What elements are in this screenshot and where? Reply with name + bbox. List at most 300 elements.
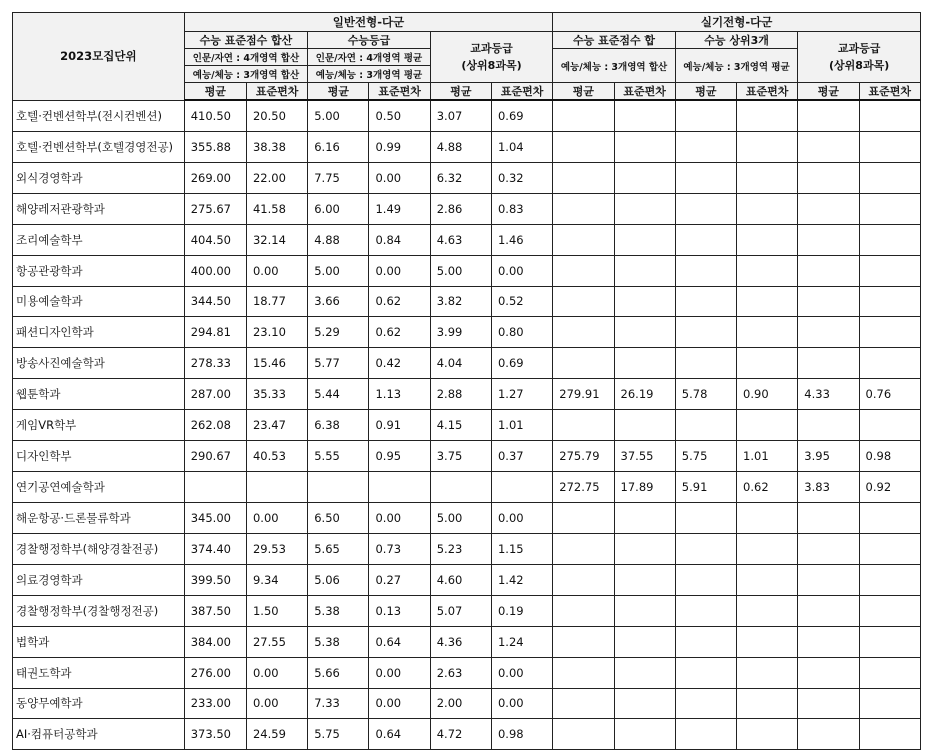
value-cell: 0.91 [369,410,430,441]
value-cell: 0.50 [369,100,430,131]
value-cell: 2.00 [430,688,491,719]
value-cell [614,162,675,193]
unit-name-cell: 방송사진예술학과 [13,348,185,379]
value-cell: 4.88 [430,131,491,162]
value-cell: 0.73 [369,533,430,564]
value-cell: 40.53 [246,441,307,472]
value-cell: 20.50 [246,100,307,131]
value-cell [614,100,675,131]
unit-name-cell: 웹툰학과 [13,379,185,410]
value-cell [614,317,675,348]
value-cell: 0.37 [491,441,552,472]
value-cell: 6.00 [308,193,369,224]
value-cell [553,162,614,193]
table-row [13,224,921,255]
value-cell [553,719,614,750]
unit-name-cell: 패션디자인학과 [13,317,185,348]
value-cell: 0.00 [491,688,552,719]
value-cell [859,100,920,131]
value-cell [614,533,675,564]
value-cell [859,317,920,348]
value-cell: 5.00 [430,255,491,286]
value-cell: 0.90 [737,379,798,410]
value-cell: 0.64 [369,719,430,750]
value-cell: 400.00 [184,255,246,286]
value-cell: 1.04 [491,131,552,162]
admissions-table [12,12,921,750]
value-cell: 0.92 [859,472,920,503]
value-cell [859,193,920,224]
value-cell: 344.50 [184,286,246,317]
value-cell: 0.00 [246,502,307,533]
unit-name-cell: 항공관광학과 [13,255,185,286]
value-cell: 269.00 [184,162,246,193]
value-cell [737,410,798,441]
value-cell [798,410,859,441]
table-row [13,595,921,626]
value-cell: 5.38 [308,626,369,657]
value-cell: 18.77 [246,286,307,317]
value-cell: 275.67 [184,193,246,224]
value-cell: 5.91 [675,472,736,503]
gen-grade-note-1: 인문/자연 : 4개영역 평균 [308,49,431,66]
value-cell [798,286,859,317]
gen-sat-grade-header: 수능등급 [308,32,431,49]
value-cell: 5.44 [308,379,369,410]
value-cell: 410.50 [184,100,246,131]
value-cell [675,595,736,626]
value-cell: 15.46 [246,348,307,379]
gen-school-grade-header [430,32,553,83]
col-mean-header: 평균 [308,83,369,101]
value-cell [675,193,736,224]
table-row [13,255,921,286]
value-cell [737,131,798,162]
value-cell [675,410,736,441]
value-cell: 37.55 [614,441,675,472]
value-cell [614,224,675,255]
value-cell [553,100,614,131]
value-cell [737,719,798,750]
value-cell [859,657,920,688]
value-cell: 32.14 [246,224,307,255]
prac-sat-sum-header: 수능 표준점수 합 [553,32,676,49]
value-cell [798,564,859,595]
value-cell: 272.75 [553,472,614,503]
unit-name-cell: 경찰행정학부(해양경찰전공) [13,533,185,564]
table-body [13,100,921,750]
value-cell [675,348,736,379]
value-cell: 7.75 [308,162,369,193]
unit-name-cell: 미용예술학과 [13,286,185,317]
value-cell [553,317,614,348]
value-cell: 290.67 [184,441,246,472]
col-sd-header: 표준편차 [246,83,307,101]
value-cell [553,224,614,255]
unit-name-cell: 법학과 [13,626,185,657]
gen-sat-sum-header: 수능 표준점수 합산 [184,32,308,49]
value-cell: 0.27 [369,564,430,595]
value-cell [675,255,736,286]
col-sd-header: 표준편차 [369,83,430,101]
value-cell: 0.98 [491,719,552,750]
value-cell: 4.33 [798,379,859,410]
value-cell [308,472,369,503]
value-cell: 3.66 [308,286,369,317]
value-cell [737,564,798,595]
value-cell: 5.65 [308,533,369,564]
value-cell: 0.52 [491,286,552,317]
value-cell [184,472,246,503]
value-cell: 5.38 [308,595,369,626]
value-cell: 5.23 [430,533,491,564]
value-cell [553,286,614,317]
col-sd-header: 표준편차 [859,83,920,101]
value-cell: 3.75 [430,441,491,472]
value-cell: 0.00 [491,255,552,286]
value-cell [798,719,859,750]
table-row [13,348,921,379]
value-cell [798,317,859,348]
value-cell [859,286,920,317]
value-cell [675,317,736,348]
value-cell: 5.07 [430,595,491,626]
value-cell: 0.00 [369,502,430,533]
value-cell: 399.50 [184,564,246,595]
gen-school-grade-line2: (상위8과목) [461,59,522,72]
col-sd-header: 표준편차 [737,83,798,101]
value-cell: 0.83 [491,193,552,224]
value-cell [553,595,614,626]
value-cell [737,317,798,348]
value-cell [798,193,859,224]
value-cell [859,719,920,750]
value-cell: 294.81 [184,317,246,348]
value-cell [675,100,736,131]
value-cell: 0.64 [369,626,430,657]
value-cell [553,626,614,657]
value-cell: 1.13 [369,379,430,410]
value-cell [737,657,798,688]
value-cell: 3.83 [798,472,859,503]
value-cell [675,533,736,564]
value-cell [675,286,736,317]
value-cell [675,657,736,688]
value-cell [675,626,736,657]
table-row [13,410,921,441]
value-cell [737,688,798,719]
unit-name-cell: 연기공연예술학과 [13,472,185,503]
value-cell: 0.00 [369,255,430,286]
value-cell: 22.00 [246,162,307,193]
value-cell: 0.95 [369,441,430,472]
value-cell: 27.55 [246,626,307,657]
value-cell [614,255,675,286]
value-cell: 5.29 [308,317,369,348]
table-row [13,286,921,317]
value-cell: 1.46 [491,224,552,255]
value-cell [798,162,859,193]
prac-top3-header: 수능 상위3개 [675,32,798,49]
table-row [13,100,921,131]
value-cell: 373.50 [184,719,246,750]
unit-name-cell: 해양레저관광학과 [13,193,185,224]
prac-top3-note: 예능/체능 : 3개영역 평균 [675,49,798,83]
value-cell: 275.79 [553,441,614,472]
value-cell: 233.00 [184,688,246,719]
unit-name-cell: 호텔·컨벤션학부(호텔경영전공) [13,131,185,162]
value-cell [553,193,614,224]
col-mean-header: 평균 [184,83,246,101]
col-mean-header: 평균 [553,83,614,101]
value-cell [553,657,614,688]
value-cell [737,286,798,317]
value-cell [798,595,859,626]
value-cell [737,502,798,533]
value-cell [553,533,614,564]
value-cell: 4.36 [430,626,491,657]
value-cell: 4.15 [430,410,491,441]
value-cell [859,502,920,533]
value-cell: 0.00 [369,657,430,688]
value-cell: 4.63 [430,224,491,255]
value-cell [737,348,798,379]
value-cell: 0.32 [491,162,552,193]
unit-header: 2023모집단위 [13,13,185,101]
value-cell [614,719,675,750]
value-cell: 1.27 [491,379,552,410]
col-sd-header: 표준편차 [614,83,675,101]
value-cell: 0.69 [491,348,552,379]
value-cell: 0.62 [369,286,430,317]
value-cell: 287.00 [184,379,246,410]
value-cell: 23.10 [246,317,307,348]
value-cell [614,502,675,533]
value-cell [798,348,859,379]
value-cell: 0.62 [737,472,798,503]
value-cell [798,224,859,255]
value-cell: 2.88 [430,379,491,410]
gen-sum-note-2: 예능/체능 : 3개영역 합산 [184,66,308,83]
value-cell [798,688,859,719]
value-cell [737,162,798,193]
value-cell: 0.13 [369,595,430,626]
value-cell: 29.53 [246,533,307,564]
value-cell: 6.32 [430,162,491,193]
value-cell [859,255,920,286]
value-cell [737,626,798,657]
unit-name-cell: 조리예술학부 [13,224,185,255]
value-cell: 0.98 [859,441,920,472]
value-cell [737,100,798,131]
value-cell: 5.78 [675,379,736,410]
value-cell [798,657,859,688]
value-cell: 0.00 [246,688,307,719]
value-cell: 0.00 [491,657,552,688]
value-cell [859,410,920,441]
value-cell [430,472,491,503]
value-cell: 384.00 [184,626,246,657]
value-cell [737,533,798,564]
value-cell: 24.59 [246,719,307,750]
value-cell: 3.07 [430,100,491,131]
value-cell [553,688,614,719]
unit-name-cell: 의료경영학과 [13,564,185,595]
value-cell: 1.01 [737,441,798,472]
value-cell [553,410,614,441]
value-cell: 355.88 [184,131,246,162]
value-cell: 3.82 [430,286,491,317]
group-general-header: 일반전형-다군 [184,13,553,32]
value-cell [369,472,430,503]
value-cell: 5.77 [308,348,369,379]
unit-name-cell: 동양무예학과 [13,688,185,719]
value-cell: 0.69 [491,100,552,131]
value-cell [859,131,920,162]
table-row [13,502,921,533]
value-cell [859,224,920,255]
col-sd-header: 표준편차 [491,83,552,101]
value-cell [859,564,920,595]
value-cell: 0.00 [491,502,552,533]
value-cell [859,533,920,564]
value-cell [553,131,614,162]
table-row [13,533,921,564]
value-cell: 2.86 [430,193,491,224]
value-cell [675,564,736,595]
value-cell [614,193,675,224]
gen-grade-note-2: 예능/체능 : 3개영역 평균 [308,66,431,83]
value-cell: 0.00 [246,255,307,286]
value-cell: 5.55 [308,441,369,472]
value-cell: 1.01 [491,410,552,441]
value-cell: 1.15 [491,533,552,564]
value-cell [675,224,736,255]
table-row [13,472,921,503]
value-cell: 4.04 [430,348,491,379]
value-cell: 3.95 [798,441,859,472]
table-row [13,564,921,595]
value-cell [798,255,859,286]
value-cell [675,162,736,193]
gen-school-grade-line1: 교과등급 [470,42,513,55]
table-header [13,13,921,101]
value-cell: 0.99 [369,131,430,162]
value-cell: 1.24 [491,626,552,657]
value-cell: 6.50 [308,502,369,533]
value-cell: 0.00 [369,688,430,719]
value-cell: 279.91 [553,379,614,410]
value-cell: 5.75 [675,441,736,472]
value-cell [491,472,552,503]
value-cell: 0.76 [859,379,920,410]
value-cell: 4.60 [430,564,491,595]
value-cell: 3.99 [430,317,491,348]
table-row [13,379,921,410]
value-cell [737,255,798,286]
value-cell: 0.42 [369,348,430,379]
unit-name-cell: 디자인학부 [13,441,185,472]
value-cell: 5.00 [308,255,369,286]
unit-name-cell: 해운항공·드론물류학과 [13,502,185,533]
value-cell [553,348,614,379]
table-row [13,131,921,162]
value-cell [614,688,675,719]
table-row [13,688,921,719]
table-row [13,657,921,688]
value-cell [675,719,736,750]
value-cell [859,595,920,626]
value-cell: 374.40 [184,533,246,564]
col-mean-header: 평균 [675,83,736,101]
unit-name-cell: 외식경영학과 [13,162,185,193]
value-cell [614,410,675,441]
value-cell: 35.33 [246,379,307,410]
value-cell [737,595,798,626]
value-cell [614,286,675,317]
value-cell: 6.16 [308,131,369,162]
value-cell: 262.08 [184,410,246,441]
gen-sum-note-1: 인문/자연 : 4개영역 합산 [184,49,308,66]
prac-school-grade-line2: (상위8과목) [829,59,890,72]
value-cell: 9.34 [246,564,307,595]
unit-name-cell: 경찰행정학부(경찰행정전공) [13,595,185,626]
value-cell [737,193,798,224]
value-cell: 4.88 [308,224,369,255]
group-practical-header: 실기전형-다군 [553,13,921,32]
prac-school-grade-line1: 교과등급 [837,42,881,55]
value-cell: 387.50 [184,595,246,626]
value-cell: 4.72 [430,719,491,750]
value-cell [675,502,736,533]
prac-sum-note: 예능/체능 : 3개영역 합산 [553,49,676,83]
value-cell [246,472,307,503]
table-row [13,317,921,348]
value-cell: 5.00 [308,100,369,131]
col-mean-header: 평균 [798,83,859,101]
value-cell: 5.06 [308,564,369,595]
table-row [13,441,921,472]
value-cell [798,131,859,162]
value-cell: 404.50 [184,224,246,255]
value-cell [614,564,675,595]
value-cell [614,131,675,162]
value-cell [675,131,736,162]
unit-name-cell: 태권도학과 [13,657,185,688]
value-cell [798,533,859,564]
table-row [13,162,921,193]
value-cell: 5.00 [430,502,491,533]
value-cell: 0.80 [491,317,552,348]
table-row [13,626,921,657]
value-cell: 0.19 [491,595,552,626]
prac-school-grade-header [798,32,921,83]
value-cell [553,564,614,595]
value-cell [859,348,920,379]
value-cell [737,224,798,255]
table-row [13,193,921,224]
value-cell [553,502,614,533]
value-cell: 41.58 [246,193,307,224]
unit-name-cell: AI·컴퓨터공학과 [13,719,185,750]
unit-name-cell: 게임VR학부 [13,410,185,441]
value-cell: 0.00 [246,657,307,688]
value-cell [614,626,675,657]
value-cell: 345.00 [184,502,246,533]
table-row [13,719,921,750]
value-cell [798,100,859,131]
value-cell: 17.89 [614,472,675,503]
